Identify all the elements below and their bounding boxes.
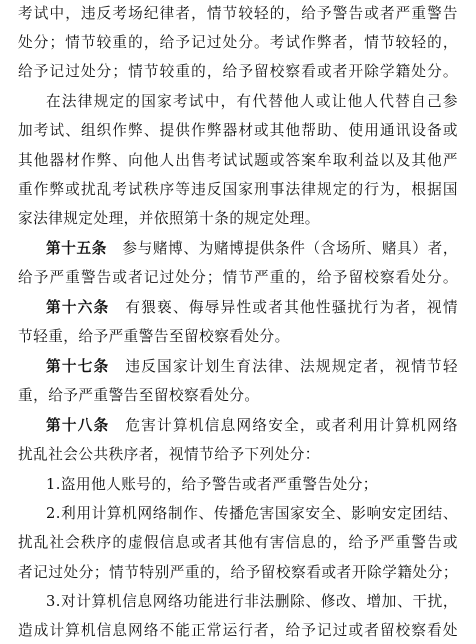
list-item: 1.盗用他人账号的，给予警告或者严重警告处分； [46, 476, 378, 493]
text-line: 在法律规定的国家考试中，有代替他人或让他人代替自己参 [46, 93, 458, 110]
text-line: 家法律规定处理，并依照第十条的规定处理。 [18, 210, 320, 227]
article-label: 第十八条 [46, 417, 110, 434]
article-text: 参与赌博、为赌博提供条件（含场所、赌具）者， [122, 240, 458, 257]
article-label: 第十五条 [46, 240, 108, 257]
article-text: 危害计算机信息网络安全，或者利用计算机网络 [125, 417, 458, 434]
article-paragraph-18 [46, 413, 458, 439]
text-line: 给予记过处分；情节较重的，给予留校察看或者开除学籍处分。 [18, 63, 458, 80]
text-line: 给予严重警告或者记过处分；情节严重的，给予留校察看处分。 [18, 269, 458, 286]
article-paragraph-16 [46, 295, 458, 321]
text-line: 重作弊或扰乱考试秩序等违反国家刑事法律规定的行为，根据国 [18, 181, 458, 198]
text-line: 考试中，违反考场纪律者，情节较轻的，给予警告或者严重警告 [18, 5, 458, 22]
article-paragraph-15 [46, 236, 458, 262]
list-item: 2.利用计算机网络制作、传播危害国家安全、影响安定团结、 [46, 505, 458, 522]
text-line: 加考试、组织作弊、提供作弊器材或其他帮助、使用通讯设备或 [18, 122, 458, 139]
text-line: 节轻重，给予严重警告至留校察看处分。 [18, 328, 290, 345]
article-paragraph-17 [46, 354, 458, 380]
text-line: 扰乱社会秩序的虚假信息或者其他有害信息的，给予严重警告或 [18, 534, 458, 551]
text-line: 扰乱社会公共秩序者，视情节给予下列处分： [18, 446, 320, 463]
text-line: 重，给予严重警告至留校察看处分。 [18, 387, 260, 404]
article-text: 违反国家计划生育法律、法规规定者，视情节轻 [125, 358, 458, 375]
text-line: 其他器材作弊、向他人出售考试试题或答案牟取利益以及其他严 [18, 152, 458, 169]
article-label: 第十七条 [46, 358, 110, 375]
article-text: 有猥亵、侮辱异性或者其他性骚扰行为者，视情 [125, 299, 458, 316]
text-line: 者记过处分；情节特别严重的，给予留校察看或者开除学籍处分； [18, 564, 458, 581]
text-line: 处分；情节较重的，给予记过处分。考试作弊者，情节较轻的， [18, 34, 458, 51]
article-label: 第十六条 [46, 299, 110, 316]
text-line: 造成计算机信息网络不能正常运行者，给予记过或者留校察看处 [18, 622, 458, 639]
list-item: 3.对计算机信息网络功能进行非法删除、修改、增加、干扰， [46, 593, 458, 610]
